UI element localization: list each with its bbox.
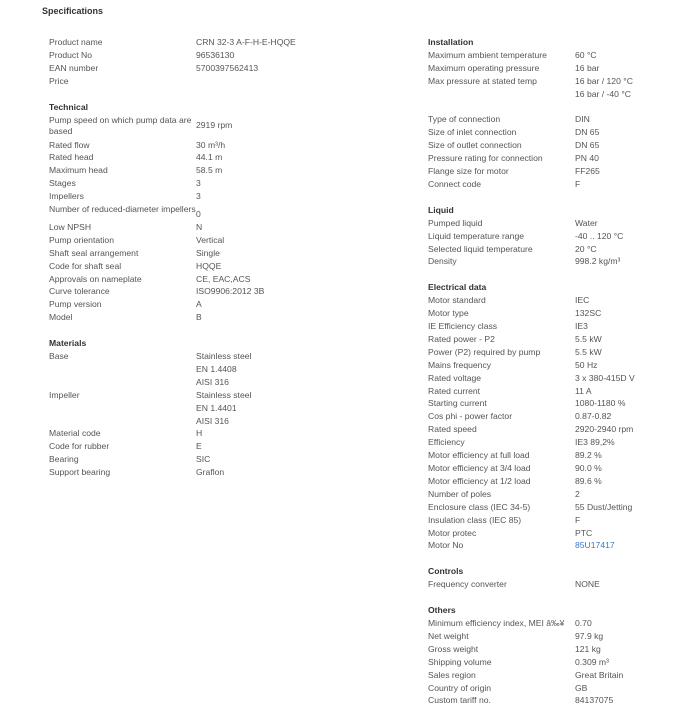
spec-row-motor-type [428, 307, 698, 320]
spec-label: Efficiency [428, 437, 465, 448]
spec-row-stages [49, 177, 369, 190]
spec-row-maximum-ambient-temperature [428, 49, 698, 62]
spec-value: Vertical [196, 234, 225, 245]
spec-row-motor-standard [428, 294, 698, 307]
spec-value: F [575, 178, 581, 189]
spec-label: Number of reduced-diameter impellers [49, 204, 196, 215]
spec-row-connect-code [428, 178, 698, 191]
spec-row-pump-version [49, 298, 369, 311]
spec-label: Max pressure at stated temp [428, 75, 537, 86]
spec-label: Motor efficiency at 1/2 load [428, 475, 531, 486]
spec-row-enclosure-class-iec-34-5 [428, 501, 698, 514]
spec-value: 16 bar / -40 °C [575, 88, 631, 99]
spec-label: Shipping volume [428, 656, 492, 667]
spec-row-product-no [49, 49, 369, 62]
spec-row-maximum-operating-pressure [428, 62, 698, 75]
spec-row-mains-frequency [428, 359, 698, 372]
spec-row-selected-liquid-temperature [428, 243, 698, 256]
spec-value: 998.2 kg/m³ [575, 256, 621, 267]
spec-row-price [49, 75, 369, 88]
spec-value: A [196, 299, 202, 310]
spec-value: 11 A [575, 385, 592, 396]
spec-value: ISO9906:2012 3B [196, 286, 265, 297]
spec-row-motor-efficiency-at-full-load [428, 449, 698, 462]
spec-row-support-bearing [49, 466, 369, 479]
spec-value: 89.2 % [575, 450, 602, 461]
spec-label: Shaft seal arrangement [49, 247, 139, 258]
spec-row-number-of-poles [428, 488, 698, 501]
spec-label: EAN number [49, 62, 99, 73]
spec-row-pump-orientation [49, 234, 369, 247]
spec-row-pump-speed-on-which-pump-data-are-based [49, 114, 369, 139]
spec-value: 0 [196, 209, 201, 220]
section-liquid [428, 204, 698, 269]
spec-row-low-npsh [49, 221, 369, 234]
spec-value: H [196, 428, 203, 439]
spec-value: 89.6 % [575, 475, 602, 486]
spec-value: 132SC [575, 308, 602, 319]
spec-label: Pump speed on which pump data are based [49, 114, 192, 136]
spec-label: Density [428, 256, 457, 267]
spec-label: Custom tariff no. [428, 695, 491, 706]
spec-row-impellers [49, 190, 369, 203]
spec-value: 3 [196, 191, 201, 202]
spec-label: Motor efficiency at 3/4 load [428, 463, 531, 473]
spec-label: Frequency converter [428, 579, 507, 590]
section-title: Technical [49, 101, 89, 112]
spec-value: 3 x 380-415D V [575, 372, 635, 383]
spec-value: 5700397562413 [196, 62, 259, 73]
section-installation [428, 36, 698, 191]
section-title: Electrical data [428, 282, 487, 293]
spec-label: Motor No [428, 540, 464, 551]
spec-label: Material code [49, 428, 101, 439]
section-others [428, 604, 698, 707]
spec-value: 44.1 m [196, 152, 223, 163]
spec-label: Product name [49, 37, 103, 47]
spec-label: Pressure rating for connection [428, 153, 543, 164]
spec-label: Gross weight [428, 643, 479, 654]
spec-row-bearing [49, 453, 369, 466]
spec-row-efficiency [428, 436, 698, 449]
spec-value: 0.87-0.82 [575, 411, 612, 422]
spec-label: Support bearing [49, 467, 111, 478]
spec-row-rated-power-p2 [428, 333, 698, 346]
spec-label: Motor efficiency at full load [428, 450, 530, 461]
spec-row-shipping-volume [428, 656, 698, 669]
spec-label: Model [49, 312, 73, 323]
spec-value: 2919 rpm [196, 119, 233, 130]
spec-value: 16 bar [575, 62, 600, 73]
spec-value: -40 .. 120 °C [575, 230, 624, 241]
spec-row-density [428, 255, 698, 268]
spec-value: AISI 316 [196, 415, 229, 426]
spec-label: Price [49, 75, 69, 86]
section-title: Installation [428, 37, 474, 47]
section-title: Liquid [428, 204, 454, 215]
spec-row-ie-efficiency-class [428, 320, 698, 333]
spec-value: PN 40 [575, 153, 599, 164]
spec-row-type-of-connection [428, 113, 698, 126]
spec-value: N [196, 221, 203, 232]
spec-row-motor-protec [428, 527, 698, 540]
spec-value: DN 65 [575, 140, 600, 151]
spec-label: Pump version [49, 299, 102, 310]
spec-label: Impellers [49, 191, 84, 202]
spec-row-rated-current [428, 385, 698, 398]
spec-value: EN 1.4401 [196, 402, 237, 413]
spec-label: Low NPSH [49, 221, 92, 232]
spec-row-number-of-reduced-diameter-impellers [49, 203, 369, 221]
spec-value: IE3 [575, 321, 588, 332]
spec-label: Stages [49, 178, 76, 189]
spec-value: NONE [575, 579, 600, 590]
spec-value: 20 °C [575, 243, 597, 254]
spec-row-insulation-class-iec-85 [428, 514, 698, 527]
spec-row-blank [428, 100, 698, 113]
spec-value: 90.0 % [575, 463, 602, 473]
page-title: Specifications [42, 6, 104, 16]
spec-label: Rated speed [428, 424, 477, 435]
spec-value: SIC [196, 454, 211, 465]
spec-label: Rated current [428, 385, 481, 396]
right-column [428, 36, 698, 707]
spec-value: Stainless steel [196, 351, 252, 362]
spec-row-code-for-rubber [49, 440, 369, 453]
spec-row-model [49, 311, 369, 324]
spec-row-code-for-shaft-seal [49, 260, 369, 273]
spec-row-sales-region [428, 669, 698, 682]
spec-value-link[interactable]: 85U17417 [575, 540, 615, 551]
spec-label: Minimum efficiency index, MEI â‰¥ [428, 618, 565, 629]
spec-row-power-p2-required-by-pump [428, 346, 698, 359]
spec-value: 97.9 kg [575, 630, 604, 641]
spec-value: DIN [575, 114, 590, 125]
spec-row-liquid-temperature-range [428, 230, 698, 243]
spec-row-shaft-seal-arrangement [49, 247, 369, 260]
spec-value: 58.5 m [196, 165, 223, 176]
spec-value: 50 Hz [575, 359, 598, 370]
spec-label: Size of outlet connection [428, 140, 522, 151]
spec-value: 121 kg [575, 643, 601, 654]
spec-value: 5.5 kW [575, 333, 602, 344]
spec-label: Net weight [428, 630, 469, 641]
spec-value: GB [575, 682, 588, 693]
spec-row-starting-current [428, 397, 698, 410]
spec-value: 84137075 [575, 695, 614, 706]
spec-value: 30 m³/h [196, 139, 226, 150]
spec-row-size-of-inlet-connection [428, 126, 698, 139]
spec-label: Product No [49, 49, 92, 60]
spec-row-motor-efficiency-at-3-4-load [428, 462, 698, 475]
section-general [49, 36, 369, 88]
section-controls [428, 565, 698, 591]
spec-value: 2 [575, 488, 580, 499]
spec-row-size-of-outlet-connection [428, 139, 698, 152]
left-column [49, 36, 369, 479]
spec-label: Bearing [49, 454, 79, 465]
spec-value: 16 bar / 120 °C [575, 75, 633, 86]
spec-row-motor-no [428, 539, 698, 552]
spec-label: Insulation class (IEC 85) [428, 514, 522, 525]
spec-value: E [196, 441, 202, 452]
spec-value: FF265 [575, 166, 600, 176]
section-title: Controls [428, 566, 464, 577]
spec-row-material-code [49, 427, 369, 440]
spec-value: CE, EAC,ACS [196, 273, 251, 284]
spec-value: Graflon [196, 467, 225, 478]
spec-value: 55 Dust/Jetting [575, 501, 633, 512]
spec-label: Starting current [428, 398, 487, 409]
spec-label: Cos phi - power factor [428, 411, 513, 422]
spec-row-rated-speed [428, 423, 698, 436]
spec-row-impeller [49, 389, 369, 428]
spec-label: Curve tolerance [49, 286, 110, 297]
spec-row-motor-efficiency-at-1-2-load [428, 475, 698, 488]
spec-value: 96536130 [196, 49, 235, 60]
spec-label: Motor type [428, 308, 469, 319]
spec-value: 1080-1180 % [575, 398, 626, 409]
spec-row-net-weight [428, 630, 698, 643]
spec-row-country-of-origin [428, 682, 698, 695]
spec-row-ean-number [49, 62, 369, 75]
spec-label: Number of poles [428, 488, 492, 499]
spec-label: Base [49, 351, 69, 362]
spec-label: Selected liquid temperature [428, 243, 533, 254]
spec-row-pumped-liquid [428, 217, 698, 230]
spec-value: PTC [575, 527, 593, 538]
spec-value: Water [575, 217, 598, 228]
spec-value: 60 °C [575, 49, 597, 60]
spec-label: Country of origin [428, 682, 492, 693]
spec-row-approvals-on-nameplate [49, 273, 369, 286]
spec-value: IE3 89,2% [575, 437, 615, 448]
spec-row-rated-flow [49, 139, 369, 152]
spec-label: Rated flow [49, 139, 90, 150]
spec-row-max-pressure-at-stated-temp [428, 75, 698, 101]
spec-value: 5.5 kW [575, 346, 602, 357]
spec-label: Flange size for motor [428, 166, 509, 176]
spec-row-cos-phi-power-factor [428, 410, 698, 423]
spec-label: Code for shaft seal [49, 260, 122, 271]
spec-value: EN 1.4408 [196, 363, 237, 374]
spec-value: F [575, 514, 581, 525]
spec-label: Rated power - P2 [428, 333, 495, 344]
spec-row-rated-voltage [428, 372, 698, 385]
spec-row-minimum-efficiency-index-mei [428, 617, 698, 630]
spec-value: HQQE [196, 260, 222, 271]
spec-label: Size of inlet connection [428, 127, 517, 138]
spec-row-maximum-head [49, 164, 369, 177]
spec-label: Impeller [49, 389, 80, 400]
spec-row-pressure-rating-for-connection [428, 152, 698, 165]
spec-value: B [196, 312, 202, 323]
spec-label: Maximum head [49, 165, 108, 176]
spec-label: Code for rubber [49, 441, 110, 452]
spec-value: 3 [196, 178, 201, 189]
spec-value: Great Britain [575, 669, 624, 680]
spec-label: Mains frequency [428, 359, 492, 370]
spec-label: Sales region [428, 669, 476, 680]
spec-value: IEC [575, 295, 590, 306]
spec-row-flange-size-for-motor [428, 165, 698, 178]
spec-label: Maximum operating pressure [428, 62, 540, 73]
section-materials [49, 337, 369, 479]
spec-label: Liquid temperature range [428, 230, 525, 241]
spec-row-curve-tolerance [49, 285, 369, 298]
spec-label: Pumped liquid [428, 217, 483, 228]
spec-row-rated-head [49, 151, 369, 164]
spec-label: Power (P2) required by pump [428, 346, 541, 357]
spec-label: Motor protec [428, 527, 477, 538]
spec-row-frequency-converter [428, 578, 698, 591]
spec-label: Type of connection [428, 114, 501, 125]
spec-value: 0.309 m³ [575, 656, 609, 667]
spec-label: IE Efficiency class [428, 321, 498, 332]
spec-value: DN 65 [575, 127, 600, 138]
spec-label: Maximum ambient temperature [428, 49, 547, 60]
spec-label: Enclosure class (IEC 34-5) [428, 501, 531, 512]
spec-value [575, 100, 698, 113]
spec-row-product-name [49, 36, 369, 49]
spec-value [196, 75, 369, 88]
spec-label: Motor standard [428, 295, 486, 306]
section-electrical-data [428, 281, 698, 552]
spec-value: Single [196, 247, 220, 258]
spec-label: Rated voltage [428, 372, 482, 383]
spec-row-gross-weight [428, 643, 698, 656]
spec-value: AISI 316 [196, 376, 229, 387]
spec-value: Stainless steel [196, 389, 252, 400]
spec-row-base [49, 350, 369, 389]
section-technical [49, 101, 369, 325]
spec-value: 2920-2940 rpm [575, 424, 634, 435]
section-title: Materials [49, 338, 87, 349]
spec-label: Approvals on nameplate [49, 273, 142, 284]
spec-value: CRN 32-3 A-F-H-E-HQQE [196, 37, 296, 47]
spec-value: 0.70 [575, 618, 592, 629]
spec-label: Connect code [428, 178, 482, 189]
spec-label: Rated head [49, 152, 94, 163]
spec-row-custom-tariff-no [428, 694, 698, 707]
spec-label [428, 100, 575, 113]
spec-label: Pump orientation [49, 234, 114, 245]
section-title: Others [428, 605, 456, 616]
